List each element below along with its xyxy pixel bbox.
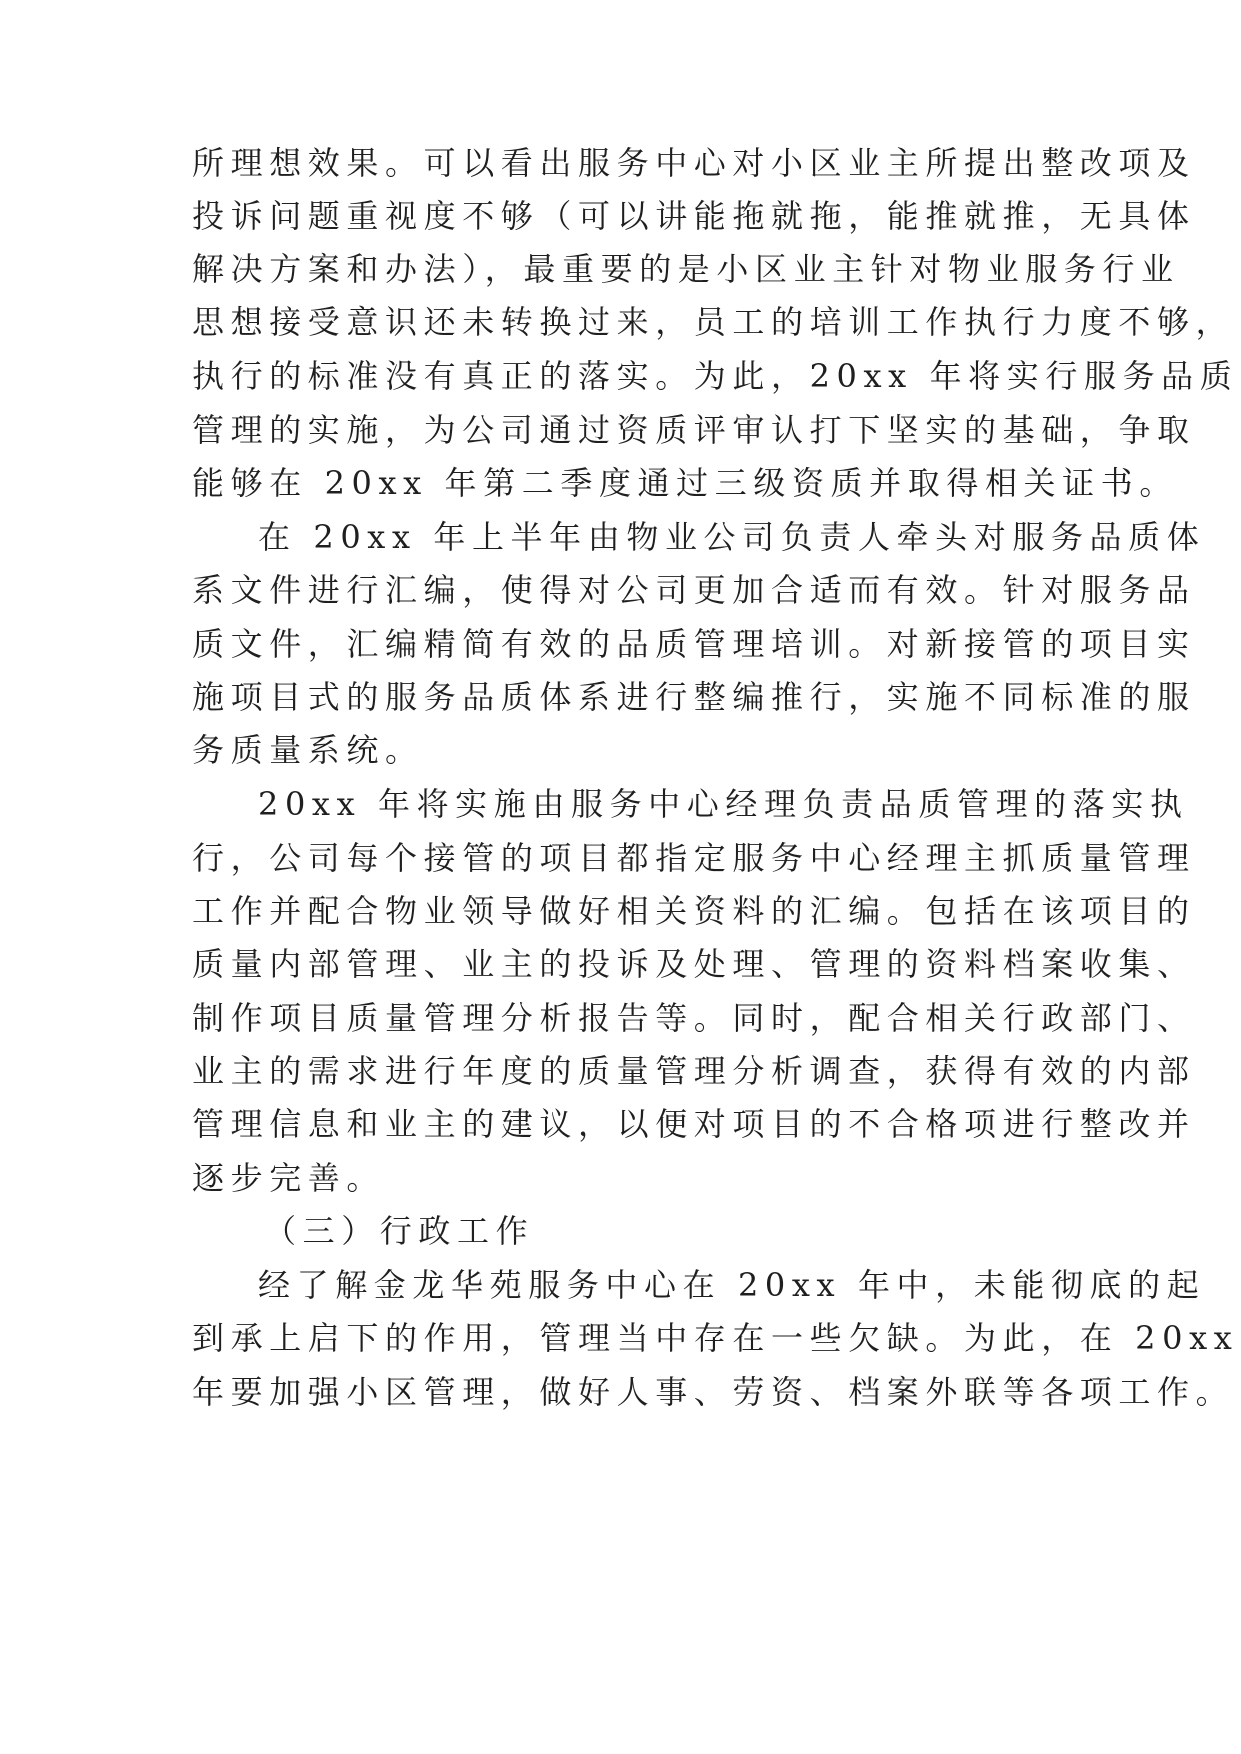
- paragraph-start-line: 20xx 年将实施由服务中心经理负责品质管理的落实执: [258, 785, 1189, 823]
- paragraph-start-line: 在 20xx 年上半年由物业公司负责人牵头对服务品质体: [258, 518, 1206, 556]
- paragraph-start-line: 经了解金龙华苑服务中心在 20xx 年中，未能彻底的起: [258, 1266, 1206, 1304]
- text-line: 行，公司每个接管的项目都指定服务中心经理主抓质量管理: [192, 839, 1196, 877]
- text-line: 思想接受意识还未转换过来，员工的培训工作执行力度不够，: [192, 303, 1235, 341]
- text-line: 管理的实施，为公司通过资质评审认打下坚实的基础，争取: [192, 411, 1196, 449]
- text-line: 所理想效果。可以看出服务中心对小区业主所提出整改项及: [192, 144, 1196, 182]
- section-heading: （三）行政工作: [264, 1212, 535, 1250]
- text-line: 解决方案和办法），最重要的是小区业主针对物业服务行业: [192, 250, 1180, 288]
- text-line: 能够在 20xx 年第二季度通过三级资质并取得相关证书。: [192, 464, 1178, 502]
- text-line: 逐步完善。: [192, 1159, 386, 1197]
- text-line: 质文件，汇编精简有效的品质管理培训。对新接管的项目实: [192, 625, 1196, 663]
- text-line: 到承上启下的作用，管理当中存在一些欠缺。为此，在 20xx: [192, 1319, 1239, 1357]
- text-line: 投诉问题重视度不够（可以讲能拖就拖，能推就推，无具体: [192, 197, 1196, 235]
- text-line: 管理信息和业主的建议，以便对项目的不合格项进行整改并: [192, 1105, 1196, 1143]
- text-line: 年要加强小区管理，做好人事、劳资、档案外联等各项工作。: [192, 1373, 1235, 1411]
- text-line: 系文件进行汇编，使得对公司更加合适而有效。针对服务品: [192, 571, 1196, 609]
- text-line: 执行的标准没有真正的落实。为此，20xx 年将实行服务品质: [192, 357, 1239, 395]
- text-line: 务质量系统。: [192, 731, 424, 769]
- text-line: 施项目式的服务品质体系进行整编推行，实施不同标准的服: [192, 678, 1196, 716]
- text-line: 制作项目质量管理分析报告等。同时，配合相关行政部门、: [192, 999, 1196, 1037]
- text-line: 质量内部管理、业主的投诉及处理、管理的资料档案收集、: [192, 945, 1196, 983]
- text-line: 工作并配合物业领导做好相关资料的汇编。包括在该项目的: [192, 892, 1196, 930]
- text-line: 业主的需求进行年度的质量管理分析调查，获得有效的内部: [192, 1052, 1196, 1090]
